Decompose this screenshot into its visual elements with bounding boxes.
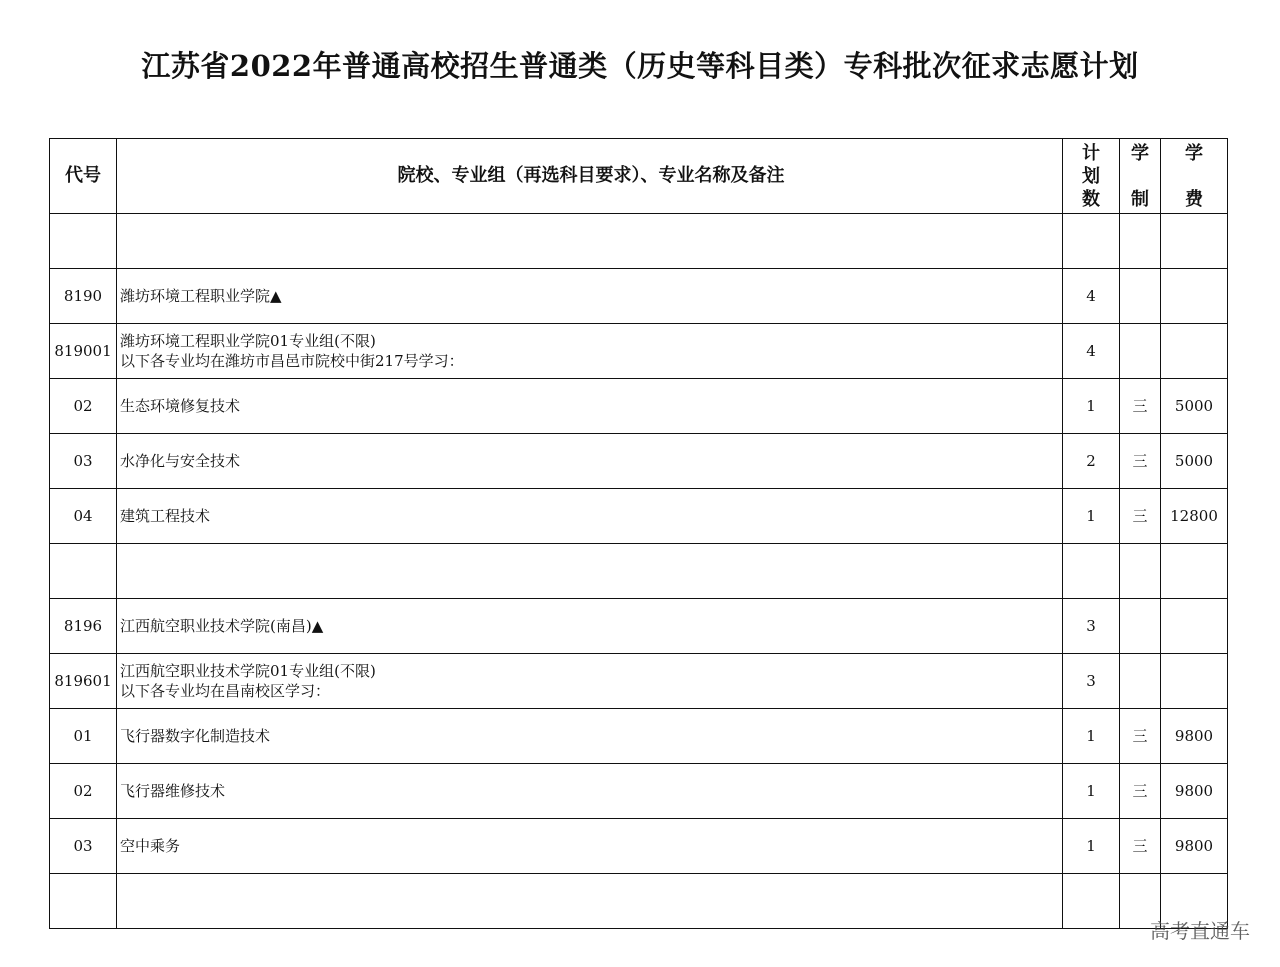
cell-code: 03 xyxy=(50,819,117,874)
cell-years: 三 xyxy=(1120,819,1161,874)
cell-name xyxy=(117,709,1063,764)
name-line-1: 潍坊环境工程职业学院01专业组(不限) xyxy=(120,332,376,350)
name-line-1: 空中乘务 xyxy=(120,837,181,855)
cell-plan: 1 xyxy=(1063,709,1120,764)
table-row xyxy=(50,379,1228,434)
cell-years xyxy=(1120,599,1161,654)
cell-years: 三 xyxy=(1120,379,1161,434)
header-years-char: 制 xyxy=(1131,188,1149,210)
cell-code: 819601 xyxy=(50,654,117,709)
cell-name xyxy=(117,324,1063,379)
cell-name xyxy=(117,214,1063,269)
header-years xyxy=(1120,139,1161,214)
cell-plan xyxy=(1063,874,1120,929)
cell-years xyxy=(1120,214,1161,269)
table-row xyxy=(50,324,1228,379)
table-row xyxy=(50,214,1228,269)
cell-fee xyxy=(1161,654,1228,709)
cell-fee xyxy=(1161,269,1228,324)
header-plan-char: 计 xyxy=(1082,142,1100,164)
cell-name xyxy=(117,764,1063,819)
table-row xyxy=(50,764,1228,819)
cell-years xyxy=(1120,324,1161,379)
table-row xyxy=(50,489,1228,544)
table-row xyxy=(50,819,1228,874)
header-years-char: 学 xyxy=(1131,142,1149,164)
name-line-2: 以下各专业均在潍坊市昌邑市院校中街217号学习： xyxy=(120,352,464,370)
cell-plan: 3 xyxy=(1063,599,1120,654)
name-line-1: 江西航空职业技术学院01专业组(不限) xyxy=(120,662,376,680)
cell-name xyxy=(117,544,1063,599)
table-row xyxy=(50,654,1228,709)
name-line-1: 潍坊环境工程职业学院▲ xyxy=(120,287,282,305)
cell-name xyxy=(117,489,1063,544)
header-fee-char: 费 xyxy=(1185,188,1203,210)
header-plan-char: 划 xyxy=(1082,165,1100,187)
cell-name xyxy=(117,654,1063,709)
cell-fee xyxy=(1161,544,1228,599)
cell-fee xyxy=(1161,599,1228,654)
cell-code: 02 xyxy=(50,379,117,434)
name-line-2: 以下各专业均在昌南校区学习： xyxy=(120,682,331,700)
table-body xyxy=(50,214,1228,929)
cell-years: 三 xyxy=(1120,709,1161,764)
cell-plan: 3 xyxy=(1063,654,1120,709)
table-row xyxy=(50,434,1228,489)
cell-fee xyxy=(1161,214,1228,269)
name-line-1: 江西航空职业技术学院(南昌)▲ xyxy=(120,617,324,635)
header-code: 代号 xyxy=(50,139,117,214)
cell-plan: 1 xyxy=(1063,489,1120,544)
cell-years xyxy=(1120,269,1161,324)
name-line-1: 生态环境修复技术 xyxy=(120,397,241,415)
header-fee xyxy=(1161,139,1228,214)
cell-years xyxy=(1120,544,1161,599)
name-line-1: 水净化与安全技术 xyxy=(120,452,241,470)
cell-plan: 4 xyxy=(1063,324,1120,379)
cell-plan: 1 xyxy=(1063,379,1120,434)
cell-name xyxy=(117,819,1063,874)
admission-plan-table xyxy=(49,138,1228,929)
cell-name xyxy=(117,874,1063,929)
cell-plan xyxy=(1063,214,1120,269)
page-title: 江苏省2022年普通高校招生普通类（历史等科目类）专科批次征求志愿计划 xyxy=(141,49,1139,83)
cell-code: 819001 xyxy=(50,324,117,379)
cell-name xyxy=(117,379,1063,434)
cell-plan: 2 xyxy=(1063,434,1120,489)
cell-plan xyxy=(1063,544,1120,599)
watermark: 高考直通车 xyxy=(1150,919,1250,943)
name-line-1: 建筑工程技术 xyxy=(120,507,211,525)
table-row xyxy=(50,544,1228,599)
cell-years xyxy=(1120,654,1161,709)
cell-code xyxy=(50,544,117,599)
cell-plan: 4 xyxy=(1063,269,1120,324)
cell-plan: 1 xyxy=(1063,819,1120,874)
cell-code: 8190 xyxy=(50,269,117,324)
cell-code xyxy=(50,214,117,269)
cell-years: 三 xyxy=(1120,489,1161,544)
header-fee-char: 学 xyxy=(1185,142,1203,164)
cell-plan: 1 xyxy=(1063,764,1120,819)
cell-code: 04 xyxy=(50,489,117,544)
cell-fee: 5000 xyxy=(1161,434,1228,489)
cell-code: 03 xyxy=(50,434,117,489)
cell-code xyxy=(50,874,117,929)
cell-fee: 9800 xyxy=(1161,764,1228,819)
header-name: 院校、专业组（再选科目要求）、专业名称及备注 xyxy=(117,139,1063,214)
table-row xyxy=(50,599,1228,654)
cell-fee xyxy=(1161,324,1228,379)
cell-fee: 12800 xyxy=(1161,489,1228,544)
header-plan xyxy=(1063,139,1120,214)
table-row xyxy=(50,874,1228,929)
cell-name xyxy=(117,599,1063,654)
name-line-1: 飞行器数字化制造技术 xyxy=(120,727,271,745)
cell-years: 三 xyxy=(1120,434,1161,489)
cell-code: 01 xyxy=(50,709,117,764)
cell-fee: 9800 xyxy=(1161,709,1228,764)
cell-name xyxy=(117,434,1063,489)
name-line-1: 飞行器维修技术 xyxy=(120,782,226,800)
cell-code: 8196 xyxy=(50,599,117,654)
table-header-row xyxy=(50,139,1228,214)
cell-fee: 9800 xyxy=(1161,819,1228,874)
header-plan-char: 数 xyxy=(1082,188,1100,210)
cell-years: 三 xyxy=(1120,764,1161,819)
table-row xyxy=(50,269,1228,324)
table-row xyxy=(50,709,1228,764)
cell-fee: 5000 xyxy=(1161,379,1228,434)
cell-name xyxy=(117,269,1063,324)
cell-code: 02 xyxy=(50,764,117,819)
